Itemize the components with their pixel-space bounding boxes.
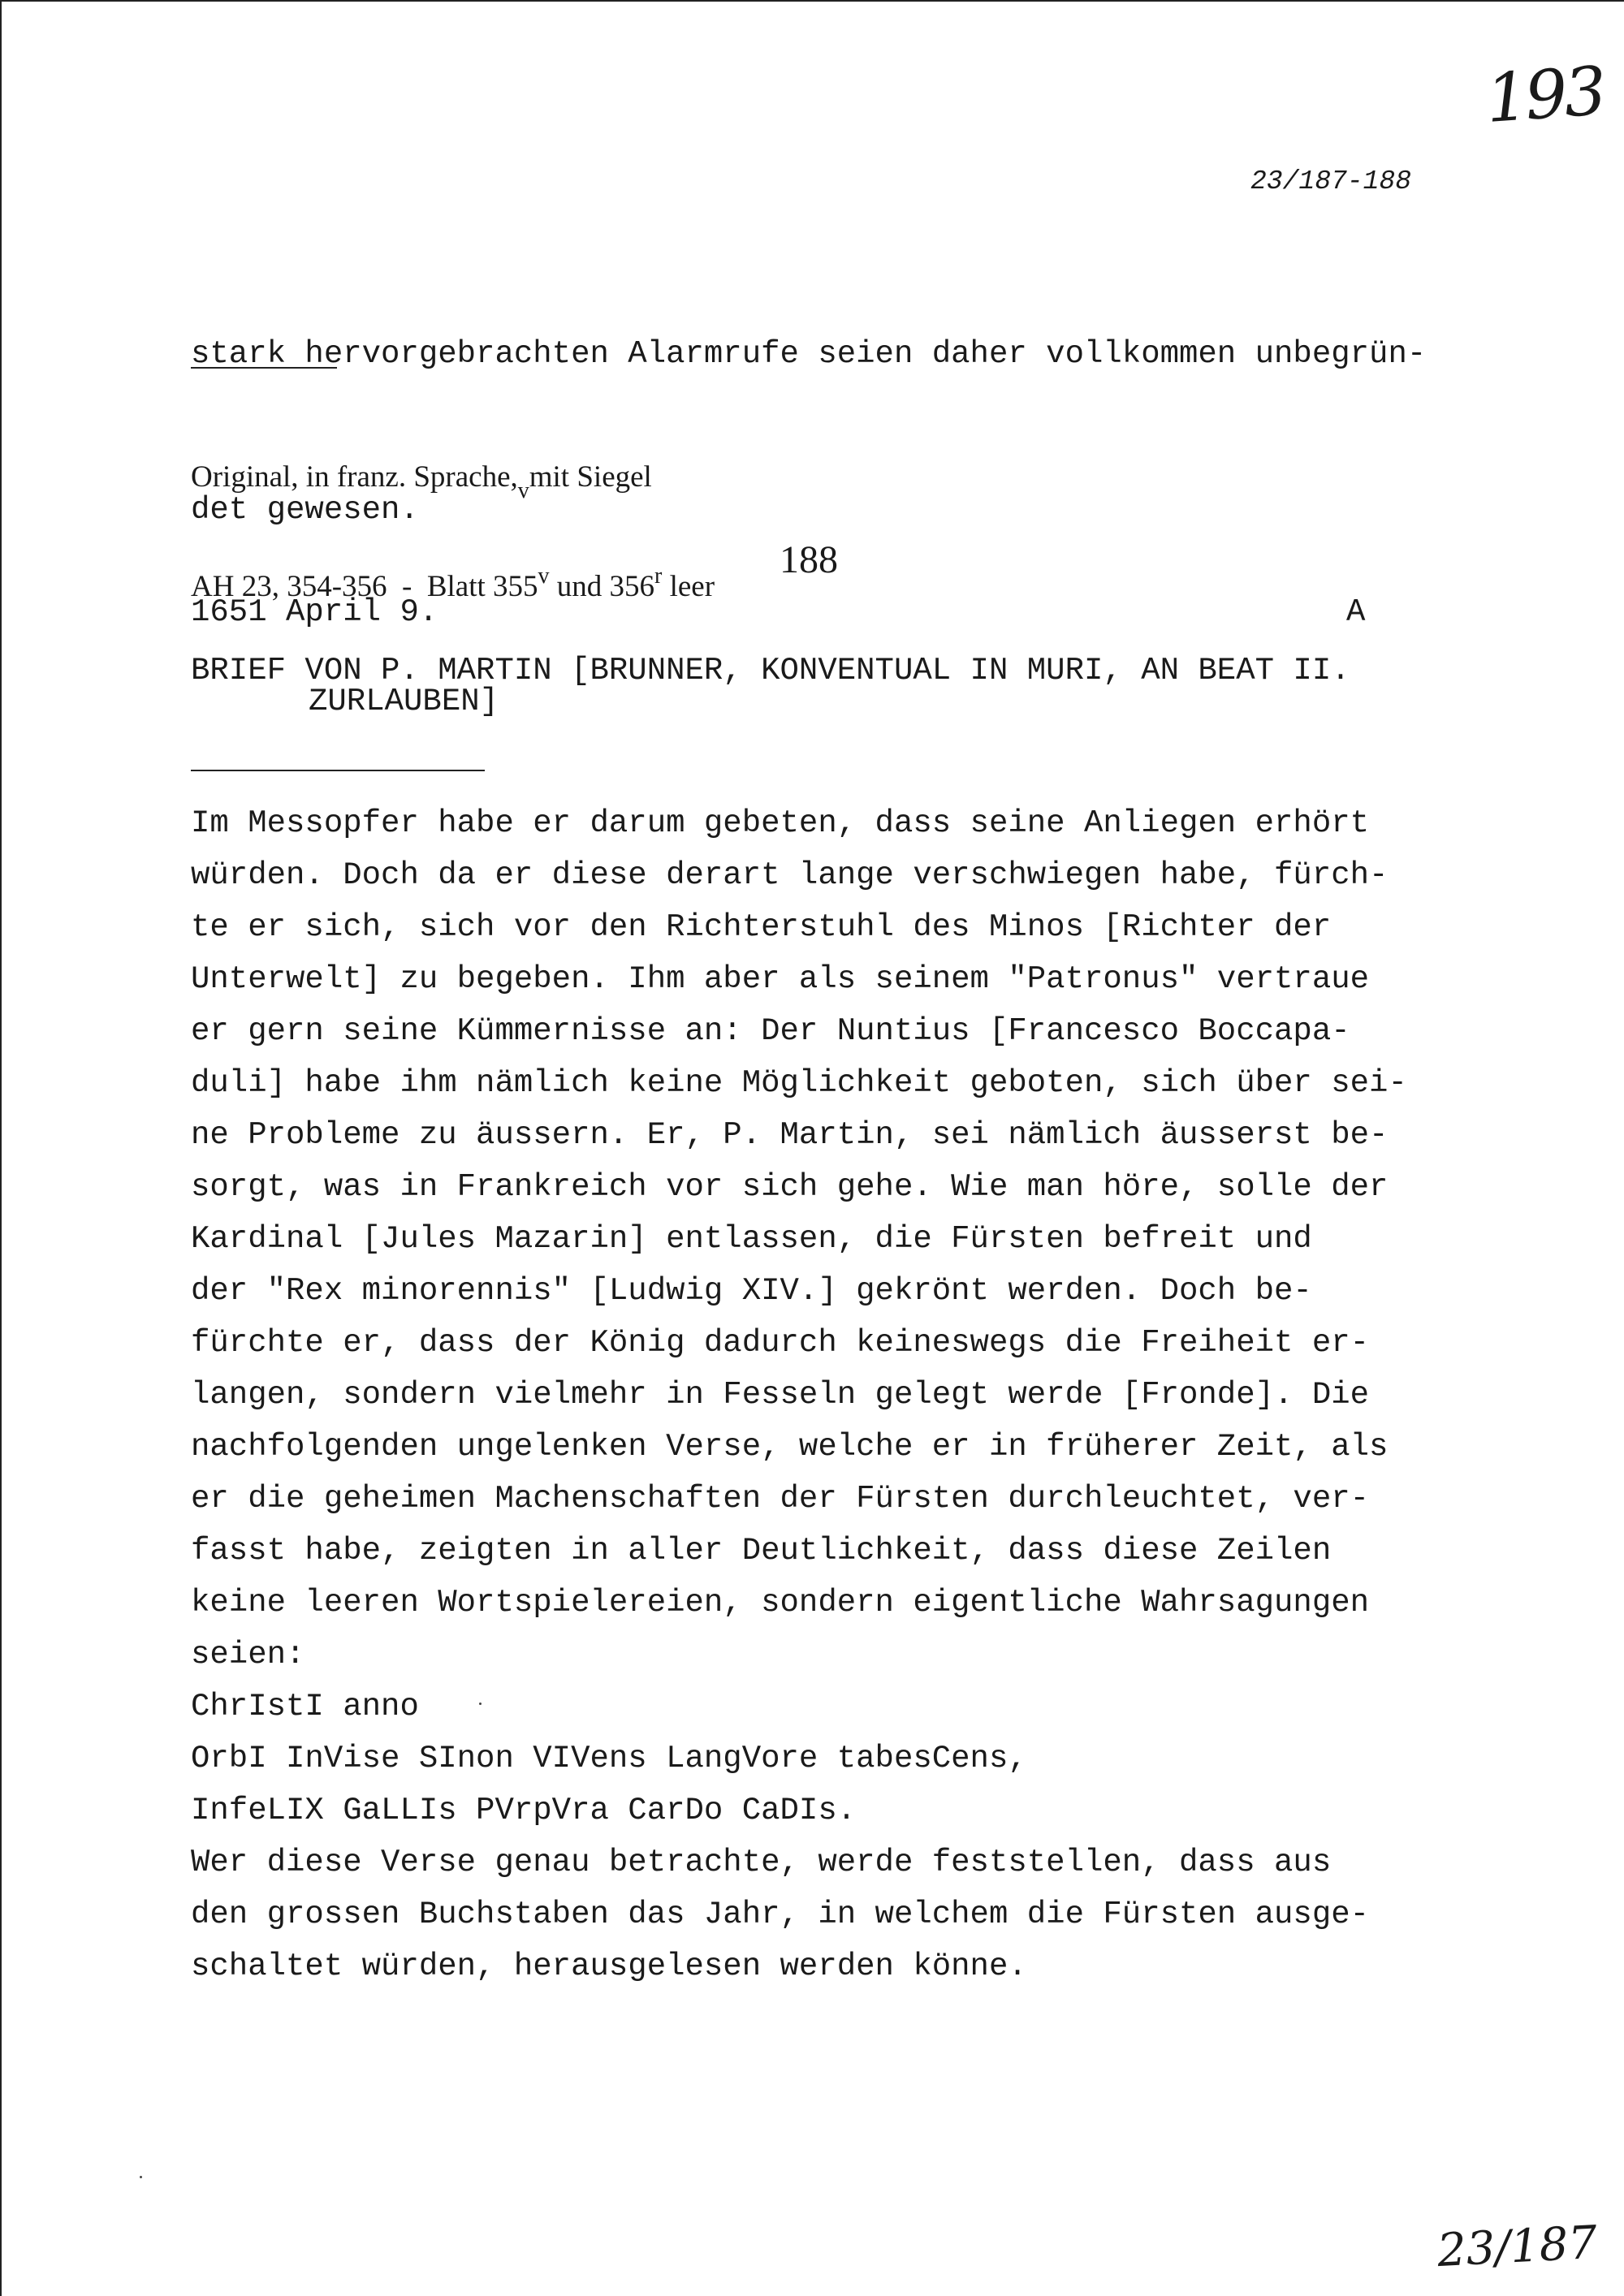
body-line: OrbI InVise SInon VIVens LangVore tabesCens, xyxy=(191,1741,1027,1776)
separator-rule xyxy=(191,367,337,369)
body-line: langen, sondern vielmehr in Fesseln gelegt werde [Fronde]. Die xyxy=(191,1377,1370,1413)
body-line: den grossen Buchstaben das Jahr, in welchem die Fürsten ausge- xyxy=(191,1897,1370,1932)
body-line: sorgt, was in Frankreich vor sich gehe. Wie man höre, solle der xyxy=(191,1169,1389,1205)
body-line: te er sich, sich vor den Richterstuhl des Minos [Richter der xyxy=(191,909,1332,945)
body-line: er gern seine Kümmernisse an: Der Nuntius [Francesco Boccapa- xyxy=(191,1013,1350,1049)
body-line: fürchte er, dass der König dadurch keineswegs die Freiheit er- xyxy=(191,1325,1370,1361)
ink-speck xyxy=(479,1703,482,1705)
body-line: keine leeren Wortspielereien, sondern eigentliche Wahrsagungen xyxy=(191,1585,1370,1621)
ink-speck xyxy=(140,2176,142,2178)
heading-rule xyxy=(191,770,485,771)
body-line: InfeLIX GaLLIs PVrpVra CarDo CaDIs. xyxy=(191,1793,857,1828)
document-date: 1651 April 9. xyxy=(191,594,438,630)
handwritten-page-number: 193 xyxy=(1483,53,1606,138)
body-line: schaltet würden, herausgelesen werden könne. xyxy=(191,1949,1027,1984)
body-line: duli] habe ihm nämlich keine Möglichkeit geboten, sich über sei- xyxy=(191,1065,1407,1101)
continuation-line: det gewesen. xyxy=(191,492,419,528)
document-heading-continued: ZURLAUBEN] xyxy=(309,684,499,719)
body-line: seien: xyxy=(191,1637,305,1672)
letter-code: A xyxy=(1346,594,1366,630)
document-heading: BRIEF VON P. MARTIN [BRUNNER, KONVENTUAL IN MURI, AN BEAT II. xyxy=(191,653,1350,688)
body-line: fasst habe, zeigten in aller Deutlichkeit, dass diese Zeilen xyxy=(191,1533,1332,1569)
body-line: Unterwelt] zu begeben. Ihm aber als seinem "Patronus" vertraue xyxy=(191,961,1370,997)
document-number: 188 xyxy=(780,538,838,581)
archive-reference: 23/187-188 xyxy=(1250,166,1412,196)
source-note-line1: Original, in franz. $Sprache,_vmit$ Siegel xyxy=(191,460,652,503)
body-line: der "Rex minorennis" [Ludwig XIV.] gekrönt werden. Doch be- xyxy=(191,1273,1312,1309)
body-line: Kardinal [Jules Mazarin] entlassen, die Fürsten befreit und xyxy=(191,1221,1312,1257)
handwritten-archive-number: 23/187 xyxy=(1436,2216,1599,2278)
body-line: er die geheimen Machenschaften der Fürsten durchleuchtet, ver- xyxy=(191,1481,1370,1517)
letter-summary xyxy=(191,797,1407,1992)
body-line: würden. Doch da er diese derart lange verschwiegen habe, fürch- xyxy=(191,857,1389,893)
source-note-line2: AH 23, 354-356 - Blatt 355$^v$ und 356$^r$ leer xyxy=(191,563,715,603)
body-line: Wer diese Verse genau betrachte, werde feststellen, dass aus xyxy=(191,1845,1332,1880)
body-line: ne Probleme zu äussern. Er, P. Martin, sei nämlich äusserst be- xyxy=(191,1117,1389,1153)
body-line: ChrIstI anno xyxy=(191,1689,419,1724)
continuation-line: stark hervorgebrachten Alarmrufe seien daher vollkommen unbegrün- xyxy=(191,336,1427,372)
body-line: Im Messopfer habe er darum gebeten, dass seine Anliegen erhört xyxy=(191,805,1370,841)
body-line: nachfolgenden ungelenken Verse, welche er in früherer Zeit, als xyxy=(191,1429,1389,1465)
